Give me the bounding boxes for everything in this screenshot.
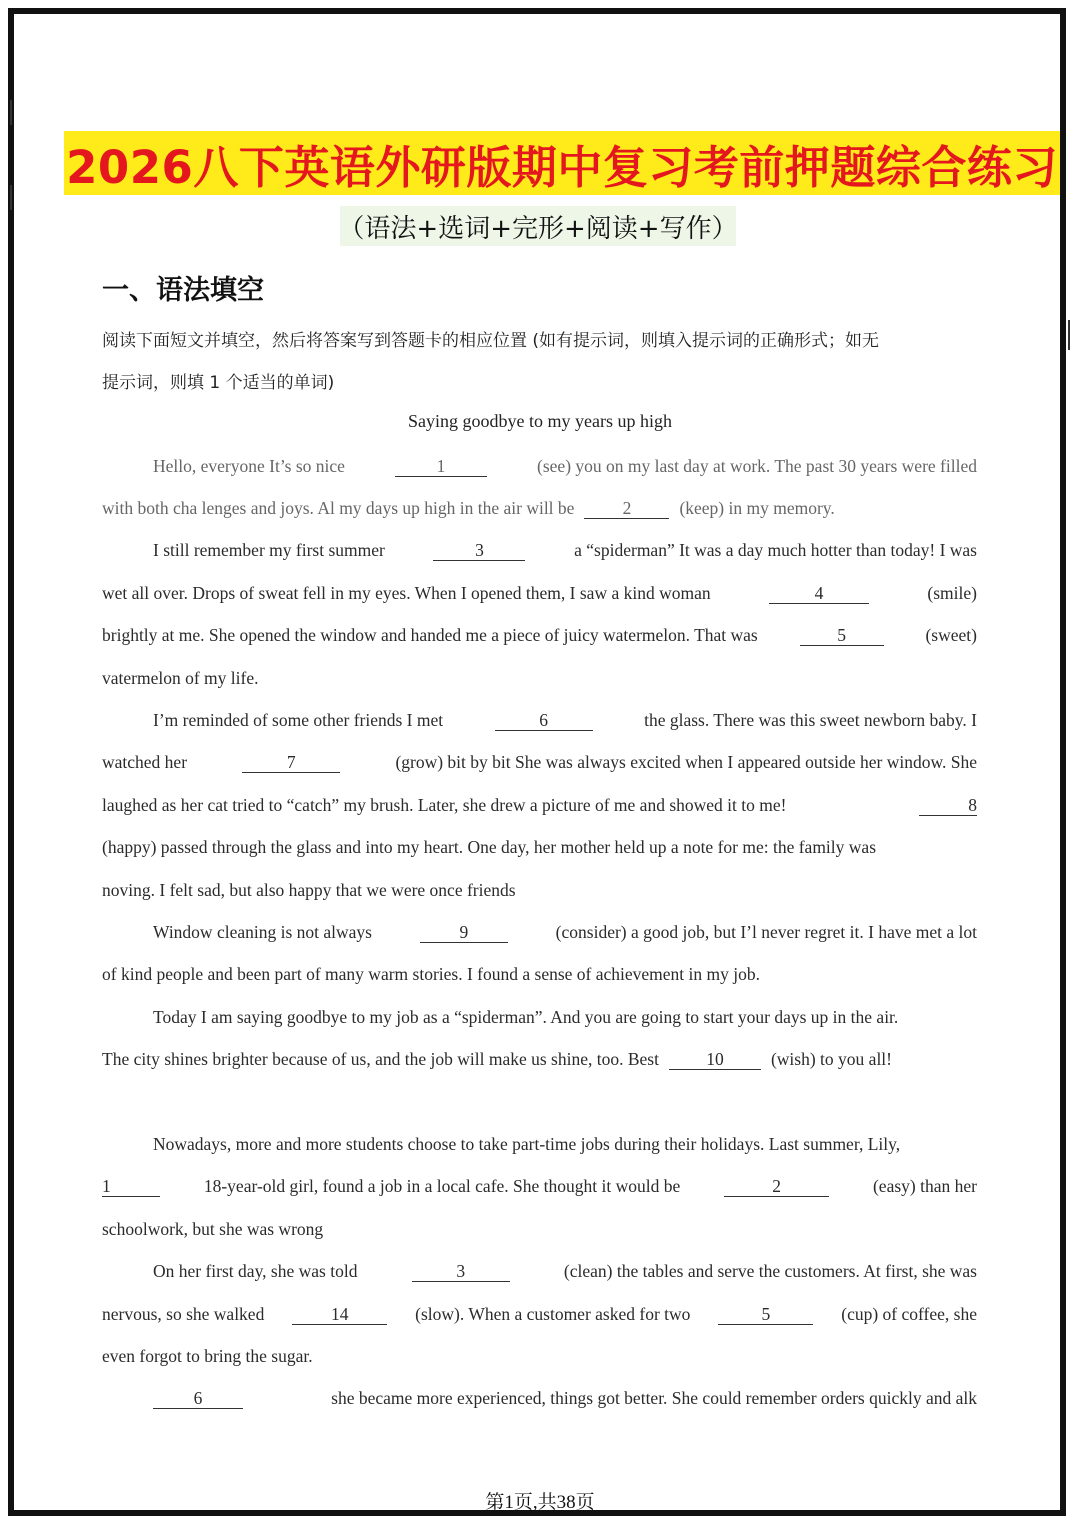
passage-line bbox=[102, 497, 977, 519]
text-segment: even forgot to bring the sugar. bbox=[102, 1346, 313, 1366]
passage-line bbox=[102, 836, 977, 858]
text-segment: watched her bbox=[102, 752, 188, 772]
answer-blank[interactable]: 2 bbox=[584, 498, 669, 519]
title-banner bbox=[64, 131, 1060, 195]
text-segment: (clean) the tables and serve the customers. At first, she was bbox=[563, 1261, 977, 1281]
answer-blank[interactable]: 6 bbox=[153, 1388, 243, 1409]
answer-blank[interactable]: 1 bbox=[395, 456, 487, 477]
answer-blank[interactable]: 14 bbox=[292, 1304, 387, 1325]
answer-blank[interactable]: 4 bbox=[769, 583, 869, 604]
answer-blank[interactable]: 9 bbox=[420, 922, 508, 943]
text-segment: (wish) to you all! bbox=[770, 1049, 892, 1069]
text-segment: nervous, so she walked bbox=[102, 1304, 265, 1324]
document-title: 2026八下英语外研版期中复习考前押题综合练习 bbox=[66, 140, 1058, 194]
text-segment: (smile) bbox=[927, 583, 977, 603]
answer-blank[interactable]: 5 bbox=[800, 625, 884, 646]
text-segment: wet all over. Drops of sweat fell in my eyes. When I opened them, I saw a kind woman bbox=[102, 583, 711, 603]
passage-line bbox=[102, 1048, 977, 1070]
answer-blank[interactable]: 3 bbox=[412, 1261, 510, 1282]
passage-line bbox=[102, 794, 977, 816]
scan-edge-mark bbox=[1068, 320, 1070, 350]
passage-line bbox=[102, 879, 977, 901]
instruction-line: 阅读下面短文并填空，然后将答案写到答题卡的相应位置 (如有提示词，则填入提示词的正确形式；如无 bbox=[102, 331, 880, 351]
text-segment: Window cleaning is not always bbox=[153, 922, 372, 942]
passage-line bbox=[153, 709, 977, 731]
text-segment: Today I am saying goodbye to my job as a “spiderman”. And you are going to start your days up in the air. bbox=[153, 1007, 899, 1027]
text-segment: brightly at me. She opened the window and handed me a piece of juicy watermelon. That was bbox=[102, 625, 758, 645]
answer-blank[interactable]: 1 bbox=[102, 1176, 160, 1197]
passage-line bbox=[153, 539, 977, 561]
answer-blank[interactable]: 2 bbox=[724, 1176, 829, 1197]
text-segment: (grow) bit by bit She was always excited when I appeared outside her window. She bbox=[395, 752, 977, 772]
answer-blank[interactable]: 3 bbox=[433, 540, 525, 561]
passage-line bbox=[102, 1345, 977, 1367]
text-segment: vatermelon of my life. bbox=[102, 668, 259, 688]
passage-line bbox=[102, 1303, 977, 1325]
passage-line bbox=[102, 963, 977, 985]
text-segment: she became more experienced, things got better. She could remember orders quickly and alk bbox=[331, 1388, 977, 1408]
passage-line bbox=[153, 921, 977, 943]
page-number: 第1页,共38页 bbox=[485, 1492, 595, 1513]
passage-line bbox=[102, 667, 977, 689]
passage-line bbox=[153, 1387, 977, 1409]
scan-edge-mark bbox=[10, 100, 12, 125]
text-segment: 18-year-old girl, found a job in a local cafe. She thought it would be bbox=[203, 1176, 681, 1196]
text-segment: of kind people and been part of many warm stories. I found a sense of achievement in my job. bbox=[102, 964, 761, 984]
instruction-line: 提示词，则填 1 个适当的单词) bbox=[102, 373, 335, 393]
text-segment: schoolwork, but she was wrong bbox=[102, 1219, 324, 1239]
passage-line bbox=[153, 455, 977, 477]
text-segment: with both cha lenges and joys. Al my days up high in the air will be bbox=[102, 498, 575, 518]
passage-line bbox=[153, 1006, 977, 1028]
text-segment: laughed as her cat tried to “catch” my brush. Later, she drew a picture of me and showed it to me! bbox=[102, 795, 787, 815]
subtitle-banner bbox=[340, 206, 736, 246]
section-title: 一、语法填空 bbox=[102, 275, 264, 306]
answer-blank[interactable]: 10 bbox=[669, 1049, 761, 1070]
text-segment: a “spiderman” It was a day much hotter than today! I was bbox=[574, 540, 977, 560]
document-subtitle: （语法+选词+完形+阅读+写作） bbox=[338, 213, 738, 244]
text-segment: (cup) of coffee, she bbox=[841, 1304, 977, 1324]
passage-line bbox=[102, 624, 977, 646]
text-segment: (consider) a good job, but I’l never regret it. I have met a lot bbox=[555, 922, 977, 942]
passage-title: Saying goodbye to my years up high bbox=[408, 411, 672, 431]
text-segment: On her first day, she was told bbox=[153, 1261, 358, 1281]
answer-blank[interactable]: 8 bbox=[919, 795, 977, 816]
text-segment: Hello, everyone It’s so nice bbox=[153, 456, 345, 476]
scan-edge-mark bbox=[10, 185, 12, 210]
text-segment: (keep) in my memory. bbox=[679, 498, 835, 518]
text-segment: noving. I felt sad, but also happy that we were once friends bbox=[102, 880, 516, 900]
text-segment: (slow). When a customer asked for two bbox=[415, 1304, 691, 1324]
passage-line bbox=[102, 751, 977, 773]
text-segment: I’m reminded of some other friends I met bbox=[153, 710, 444, 730]
text-segment: (easy) than her bbox=[872, 1176, 977, 1196]
passage-line bbox=[102, 582, 977, 604]
text-segment: (see) you on my last day at work. The past 30 years were filled bbox=[537, 456, 977, 476]
passage-line bbox=[102, 1218, 977, 1240]
answer-blank[interactable]: 5 bbox=[718, 1304, 813, 1325]
text-segment: I still remember my first summer bbox=[153, 540, 385, 560]
text-segment: The city shines brighter because of us, and the job will make us shine, too. Best bbox=[102, 1049, 659, 1069]
passage-line bbox=[153, 1260, 977, 1282]
passage-line bbox=[102, 1175, 977, 1197]
text-segment: the glass. There was this sweet newborn baby. I bbox=[644, 710, 977, 730]
answer-blank[interactable]: 6 bbox=[495, 710, 593, 731]
answer-blank[interactable]: 7 bbox=[242, 752, 340, 773]
text-segment: (sweet) bbox=[925, 625, 977, 645]
passage-line bbox=[153, 1133, 977, 1155]
text-segment: (happy) passed through the glass and into my heart. One day, her mother held up a note for me: the family was bbox=[102, 837, 876, 857]
text-segment: Nowadays, more and more students choose to take part-time jobs during their holidays. Last summer, Lily, bbox=[153, 1134, 901, 1154]
